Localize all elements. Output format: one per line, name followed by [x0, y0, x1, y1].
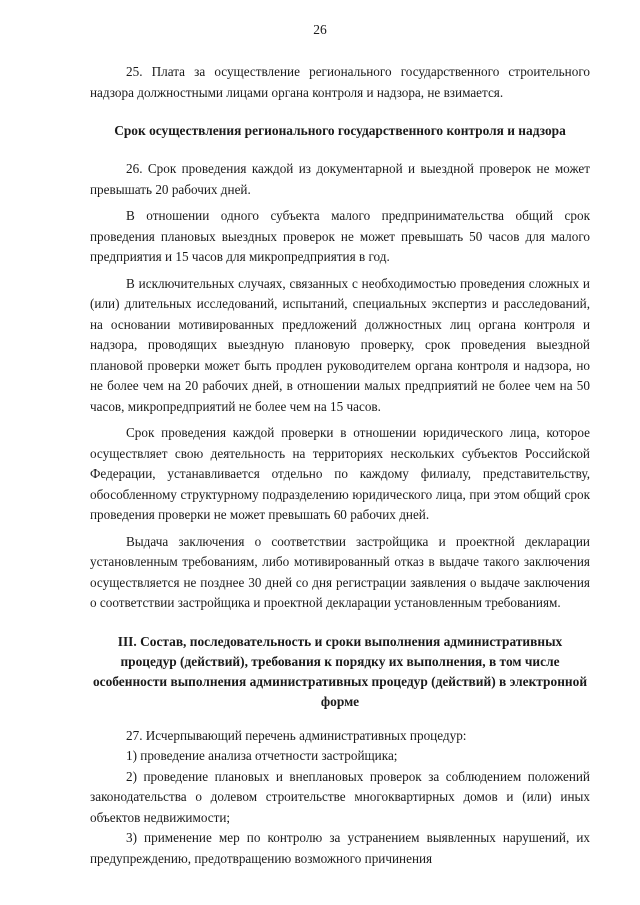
list-item-27-3: 3) применение мер по контролю за устранением выявленных нарушений, их предупреждению, предотвращению возможного причинения: [90, 830, 590, 866]
paragraph-26-small-business: В отношении одного субъекта малого предпринимательства общий срок проведения плановых выездных проверок не может превышать 50 часов для малого предприятия и 15 часов для микропредприятия в год.: [90, 208, 590, 264]
paragraph-25: 25. Плата за осуществление регионального государственного строительного надзора должностными лицами органа контроля и надзора, не взимается.: [90, 64, 590, 100]
list-item-27-1: 1) проведение анализа отчетности застройщика;: [126, 748, 398, 763]
paragraph-26-exceptional: В исключительных случаях, связанных с необходимостью проведения сложных и (или) длительных исследований, испытаний, специальных экспертиз и расследований, на основании мотивированных предложений должностных лиц органа контроля и надзора, проводящих выездную плановую проверку, срок проведения выездной плановой проверки может быть продлен руководителем органа контроля и надзора, но не более чем на 20 рабочих дней, в отношении малых предприятий не более чем на 50 часов, микропредприятий не более чем на 15 часов.: [90, 275, 590, 414]
paragraph-27: 27. Исчерпывающий перечень административных процедур:: [126, 727, 467, 743]
page-number: 26: [313, 22, 327, 37]
heading-term: Срок осуществления регионального государственного контроля и надзора: [114, 123, 566, 138]
paragraph-26-conclusion: Выдача заключения о соответствии застройщика и проектной декларации установленным требованиям, либо мотивированный отказ в выдаче такого заключения осуществляется не позднее 30 дней со дня регистрации заявления о выдаче заключения о соответствии застройщика и проектной декларации установленным требованиям.: [90, 533, 590, 610]
paragraph-26-legal-entity: Срок проведения каждой проверки в отношении юридического лица, которое осуществляет свою деятельность на территориях нескольких субъектов Российской Федерации, устанавливается отдельно по каждому филиалу, представительству, обособленному структурному подразделению юридического лица, при этом общий срок проведения проверки не может превышать 60 рабочих дней.: [90, 425, 590, 522]
paragraph-26: 26. Срок проведения каждой из документарной и выездной проверок не может превышать 20 рабочих дней.: [90, 161, 590, 197]
document-body: [90, 62, 590, 869]
list-item-27-2: 2) проведение плановых и внеплановых проверок за соблюдением положений законодательства о долевом строительстве многоквартирных домов и (или) иных объектов недвижимости;: [90, 768, 590, 825]
heading-section-3: III. Состав, последовательность и сроки выполнения административных процедур (действий), требования к порядку их выполнения, в том числе особенности выполнения административных процедур (действий) в электронной форме: [92, 633, 588, 709]
